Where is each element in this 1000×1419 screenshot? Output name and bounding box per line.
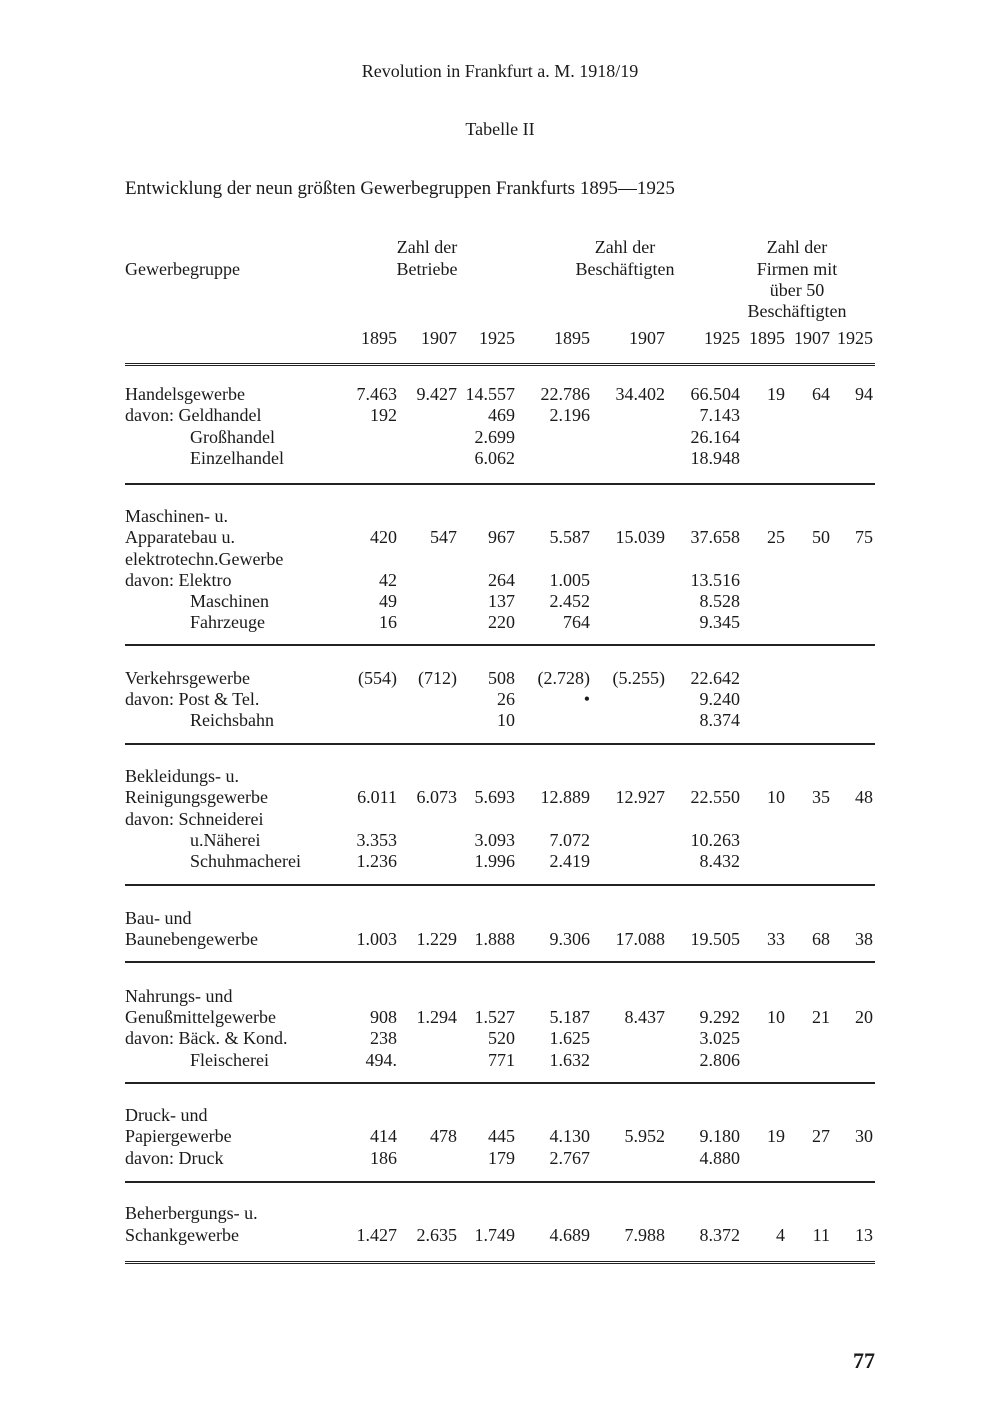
header-year: 1895 — [554, 328, 590, 348]
row-label: davon: Schneiderei — [125, 809, 264, 829]
table-rule — [125, 644, 875, 646]
table-cell: 7.463 — [356, 384, 397, 404]
table-cell: 17.088 — [615, 929, 665, 949]
table-cell: 5.952 — [624, 1126, 665, 1146]
table-cell: 9.306 — [549, 929, 590, 949]
table-cell: 22.642 — [690, 668, 740, 688]
table-cell: 38 — [855, 929, 873, 949]
table-cell: 6.073 — [416, 787, 457, 807]
table-cell: 49 — [379, 591, 397, 611]
table-cell: 1.427 — [356, 1225, 397, 1245]
table-cell: 1.888 — [474, 929, 515, 949]
row-label: Beherbergungs- u. — [125, 1203, 258, 1223]
table-cell: 13 — [855, 1225, 873, 1245]
table-cell: 22.786 — [540, 384, 590, 404]
table-cell: 967 — [488, 527, 515, 547]
table-cell: 445 — [488, 1126, 515, 1146]
header-year: 1907 — [794, 328, 830, 348]
table-cell: 420 — [370, 527, 397, 547]
table-cell: 908 — [370, 1007, 397, 1027]
table-cell: 10 — [767, 1007, 785, 1027]
header-betriebe-line2: Betriebe — [396, 259, 458, 279]
table-cell: 14.557 — [465, 384, 515, 404]
table-cell: 7.072 — [549, 830, 590, 850]
table-cell: 220 — [488, 612, 515, 632]
table-cell: 3.093 — [474, 830, 515, 850]
table-cell: 1.996 — [474, 851, 515, 871]
table-cell: 520 — [488, 1028, 515, 1048]
row-label: Schankgewerbe — [125, 1225, 239, 1245]
table-cell: 508 — [488, 668, 515, 688]
table-cell: 1.527 — [474, 1007, 515, 1027]
row-label: Papiergewerbe — [125, 1126, 232, 1146]
table-cell: 26 — [497, 689, 515, 709]
row-label: Reinigungsgewerbe — [125, 787, 268, 807]
table-cell: 179 — [488, 1148, 515, 1168]
table-cell: 2.806 — [699, 1050, 740, 1070]
table-cell: 2.767 — [549, 1148, 590, 1168]
table-cell: 8.372 — [699, 1225, 740, 1245]
table-cell: 50 — [812, 527, 830, 547]
table-cell: 25 — [767, 527, 785, 547]
header-firmen-line4: Beschäftigten — [747, 301, 847, 321]
table-cell: 8.528 — [699, 591, 740, 611]
page-number: 77 — [853, 1348, 875, 1373]
table-cell: 1.236 — [356, 851, 397, 871]
table-cell: 4.689 — [549, 1225, 590, 1245]
table-cell: 1.625 — [549, 1028, 590, 1048]
table-cell: 6.011 — [357, 787, 397, 807]
table-cell: 1.005 — [549, 570, 590, 590]
table-cell: 9.427 — [416, 384, 457, 404]
row-label: Verkehrsgewerbe — [125, 668, 250, 688]
row-label: davon: Post & Tel. — [125, 689, 260, 709]
header-year: 1925 — [479, 328, 515, 348]
table-cell: 26.164 — [690, 427, 740, 447]
header-beschaeftigte-line1: Zahl der — [594, 237, 656, 257]
table-cell: 478 — [430, 1126, 457, 1146]
table-rule — [125, 961, 875, 963]
table-cell: 12.927 — [615, 787, 665, 807]
table-cell: 2.452 — [549, 591, 590, 611]
header-year: 1907 — [629, 328, 665, 348]
table-cell: 1.632 — [549, 1050, 590, 1070]
row-label: u.Näherei — [190, 830, 261, 850]
row-label: Apparatebau u. — [125, 527, 235, 547]
table-cell: 8.437 — [624, 1007, 665, 1027]
row-label: Druck- und — [125, 1105, 208, 1125]
table-cell: 6.062 — [474, 448, 515, 468]
table-cell: 75 — [855, 527, 873, 547]
table-cell: 7.143 — [699, 405, 740, 425]
table-cell: 30 — [855, 1126, 873, 1146]
header-year: 1907 — [421, 328, 457, 348]
row-label: Fahrzeuge — [190, 612, 265, 632]
table-cell: 22.550 — [690, 787, 740, 807]
table-cell: 68 — [812, 929, 830, 949]
table-cell: 264 — [488, 570, 515, 590]
table-cell: 137 — [488, 591, 515, 611]
row-label: davon: Elektro — [125, 570, 232, 590]
table-cell: 771 — [488, 1050, 515, 1070]
table-cell: (712) — [418, 668, 457, 688]
table-cell: 547 — [430, 527, 457, 547]
row-label: Fleischerei — [190, 1050, 269, 1070]
table-cell: 15.039 — [615, 527, 665, 547]
table-cell: 12.889 — [540, 787, 590, 807]
row-label: Genußmittelgewerbe — [125, 1007, 276, 1027]
table-cell: 19.505 — [690, 929, 740, 949]
table-cell: (5.255) — [612, 668, 665, 688]
table-cell: 42 — [379, 570, 397, 590]
header-gewerbegruppe: Gewerbegruppe — [125, 259, 240, 279]
table-cell: 4 — [776, 1225, 785, 1245]
header-year: 1925 — [837, 328, 873, 348]
table-cell: 238 — [370, 1028, 397, 1048]
table-cell: 20 — [855, 1007, 873, 1027]
table-cell: 19 — [767, 384, 785, 404]
table-cell: 16 — [379, 612, 397, 632]
header-beschaeftigte-line2: Beschäftigten — [575, 259, 675, 279]
row-label: elektrotechn.Gewerbe — [125, 549, 284, 569]
table-cell: 414 — [370, 1126, 397, 1146]
table-cell: 9.180 — [699, 1126, 740, 1146]
table-cell: 192 — [370, 405, 397, 425]
table-cell: 5.587 — [549, 527, 590, 547]
table-cell: 11 — [812, 1225, 830, 1245]
row-label: Schuhmacherei — [190, 851, 301, 871]
header-firmen-line1: Zahl der — [766, 237, 828, 257]
row-label: Bau- und — [125, 908, 192, 928]
table-cell: (2.728) — [537, 668, 590, 688]
row-label: davon: Bäck. & Kond. — [125, 1028, 288, 1048]
table-cell: 2.635 — [416, 1225, 457, 1245]
table-cell: 5.693 — [474, 787, 515, 807]
table-cell: 48 — [855, 787, 873, 807]
table-cell: 1.003 — [356, 929, 397, 949]
table-rule — [125, 1082, 875, 1084]
table-cell: 13.516 — [690, 570, 740, 590]
table-cell: 9.345 — [699, 612, 740, 632]
table-cell: 10.263 — [690, 830, 740, 850]
row-label: Reichsbahn — [190, 710, 274, 730]
table-cell: • — [583, 689, 590, 709]
table-cell: 34.402 — [615, 384, 665, 404]
table-cell: 764 — [563, 612, 590, 632]
table-title: Entwicklung der neun größten Gewerbegruppen Frankfurts 1895—1925 — [125, 178, 675, 199]
header-betriebe-line1: Zahl der — [396, 237, 458, 257]
table-rule — [125, 743, 875, 745]
table-cell: 27 — [812, 1126, 830, 1146]
header-year: 1895 — [361, 328, 397, 348]
table-cell: 2.196 — [549, 405, 590, 425]
table-cell: 35 — [812, 787, 830, 807]
row-label: Handelsgewerbe — [125, 384, 245, 404]
table-cell: 10 — [767, 787, 785, 807]
table-cell: 4.130 — [549, 1126, 590, 1146]
row-label: Nahrungs- und — [125, 986, 233, 1006]
row-label: Maschinen- u. — [125, 506, 228, 526]
table-cell: 66.504 — [690, 384, 740, 404]
table-cell: 7.988 — [624, 1225, 665, 1245]
row-label: Baunebengewerbe — [125, 929, 258, 949]
row-label: Einzelhandel — [190, 448, 284, 468]
table-rule — [125, 483, 875, 485]
table-cell: 64 — [812, 384, 830, 404]
table-cell: 1.294 — [416, 1007, 457, 1027]
table-cell: 494. — [365, 1050, 397, 1070]
table-cell: 3.353 — [356, 830, 397, 850]
table-cell: 21 — [812, 1007, 830, 1027]
running-header: Revolution in Frankfurt a. M. 1918/19 — [361, 61, 639, 81]
table-cell: (554) — [358, 668, 397, 688]
table-cell: 8.432 — [699, 851, 740, 871]
table-rule — [125, 884, 875, 886]
table-rule — [125, 363, 875, 367]
table-cell: 9.292 — [699, 1007, 740, 1027]
table-label: Tabelle II — [465, 119, 535, 139]
table-cell: 37.658 — [690, 527, 740, 547]
row-label: davon: Druck — [125, 1148, 224, 1168]
table-cell: 4.880 — [699, 1148, 740, 1168]
table-cell: 94 — [855, 384, 873, 404]
table-cell: 18.948 — [690, 448, 740, 468]
table-cell: 186 — [370, 1148, 397, 1168]
row-label: davon: Geldhandel — [125, 405, 262, 425]
table-cell: 2.419 — [549, 851, 590, 871]
header-year: 1895 — [749, 328, 785, 348]
table-cell: 3.025 — [699, 1028, 740, 1048]
header-firmen-line3: über 50 — [769, 280, 825, 300]
table-rule — [125, 1261, 875, 1265]
table-cell: 469 — [488, 405, 515, 425]
table-cell: 8.374 — [699, 710, 740, 730]
table-cell: 33 — [767, 929, 785, 949]
table-rule — [125, 1181, 875, 1183]
table-cell: 10 — [497, 710, 515, 730]
row-label: Bekleidungs- u. — [125, 766, 239, 786]
row-label: Großhandel — [190, 427, 275, 447]
row-label: Maschinen — [190, 591, 269, 611]
table-cell: 1.229 — [416, 929, 457, 949]
table-cell: 19 — [767, 1126, 785, 1146]
table-cell: 9.240 — [699, 689, 740, 709]
header-firmen-line2: Firmen mit — [756, 259, 838, 279]
header-year: 1925 — [704, 328, 740, 348]
table-cell: 5.187 — [549, 1007, 590, 1027]
table-cell: 2.699 — [474, 427, 515, 447]
table-cell: 1.749 — [474, 1225, 515, 1245]
